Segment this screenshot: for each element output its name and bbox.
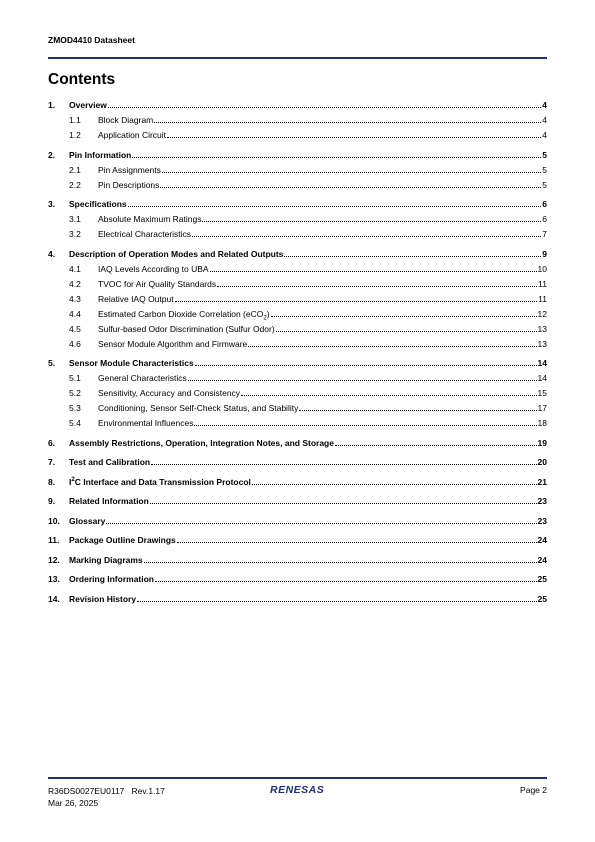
footer-date: Mar 26, 2025 [48, 798, 99, 808]
toc-section-entry[interactable] [48, 476, 547, 491]
toc-entry-number: 5.1 [69, 373, 81, 383]
toc-page-number: 7 [542, 229, 547, 239]
toc-page-number: 12 [537, 308, 547, 319]
toc-entry-number: 1.1 [69, 115, 81, 125]
footer-doc-id: R36DS0027EU0117 [48, 786, 125, 796]
toc-entry-number: 4.6 [69, 338, 81, 349]
toc-leader-dots [128, 198, 542, 207]
toc-subsection-entry[interactable] [48, 387, 547, 402]
toc-leader-dots [284, 248, 541, 257]
toc-leader-dots [194, 417, 536, 426]
toc-section-entry[interactable] [48, 573, 547, 588]
toc-page-number: 24 [537, 554, 547, 565]
toc-entry-number: 4.5 [69, 323, 81, 334]
toc-entry-title-text: Sensitivity, Accuracy and Consistency [98, 388, 241, 398]
toc-entry-title [98, 402, 298, 414]
toc-entry-title-text: Glossary [69, 515, 106, 526]
toc-subsection-entry[interactable] [48, 228, 547, 243]
toc-entry-number: 5. [48, 358, 56, 368]
toc-entry-title [69, 357, 194, 369]
toc-entry-number: 4.4 [69, 308, 81, 319]
toc-leader-dots [241, 387, 536, 396]
toc-entry-number: 3. [48, 199, 56, 209]
toc-section-entry[interactable] [48, 198, 547, 213]
toc-entry-title-text: Sensor Module Algorithm and Firmware [98, 338, 248, 349]
toc-subsection-entry[interactable] [48, 179, 547, 194]
toc-entry-title-text: Package Outline Drawings [69, 535, 176, 545]
toc-entry-title [98, 338, 247, 350]
toc-leader-dots [150, 495, 537, 504]
toc-leader-dots [192, 228, 541, 237]
toc-page-number: 21 [537, 476, 547, 487]
toc-entry-number: 8. [48, 476, 56, 487]
toc-section-entry[interactable] [48, 99, 547, 114]
toc-entry-title-text: Description of Operation Modes and Related Outputs [69, 248, 284, 259]
renesas-logo: RENESAS [270, 784, 325, 796]
toc-entry-title [69, 198, 127, 210]
toc-subsection-entry[interactable] [48, 164, 547, 179]
toc-leader-dots [217, 278, 537, 287]
toc-entry-title [98, 417, 193, 429]
toc-entry-title-text: Sensor Module Characteristics [69, 358, 194, 368]
toc-entry-title [69, 456, 150, 468]
toc-entry-title [69, 149, 131, 161]
toc-page-number: 6 [542, 199, 547, 209]
toc-subsection-entry[interactable] [48, 372, 547, 387]
toc-leader-dots [252, 476, 537, 485]
toc-entry-title-text: Pin Assignments [98, 164, 161, 175]
footer-page-number: Page 2 [520, 785, 547, 795]
toc-entry-title [98, 179, 159, 191]
toc-page-number: 23 [537, 496, 547, 506]
toc-entry-title-text: Block Diagram [98, 115, 154, 125]
toc-entry-number: 2. [48, 149, 56, 160]
toc-section-entry[interactable] [48, 149, 547, 164]
toc-section-entry[interactable] [48, 593, 547, 608]
toc-entry-number: 4.3 [69, 293, 81, 304]
toc-section-entry[interactable] [48, 515, 547, 530]
toc-section-entry[interactable] [48, 248, 547, 263]
toc-entry-title-text: C Interface and Data Transmission Protocol [74, 476, 251, 487]
toc-subsection-entry[interactable] [48, 293, 547, 308]
toc-entry-title-text: Conditioning, Sensor Self-Check Status, and Stability [98, 403, 299, 413]
toc-entry-title [98, 228, 191, 240]
toc-page-number: 20 [537, 457, 547, 467]
toc-entry-number: 2.1 [69, 164, 81, 175]
toc-section-entry[interactable] [48, 437, 547, 452]
toc-entry-title [98, 372, 187, 384]
toc-leader-dots [175, 293, 538, 302]
toc-entry-number: 12. [48, 554, 60, 565]
toc-leader-dots [155, 573, 537, 582]
toc-leader-dots [106, 515, 536, 524]
document-title: ZMOD4410 Datasheet [48, 35, 135, 45]
toc-page-number: 13 [537, 323, 547, 334]
toc-leader-dots [195, 357, 537, 366]
toc-page-number: 10 [537, 263, 547, 274]
header-rule [48, 57, 547, 59]
toc-entry-title-suffix: ) [266, 308, 270, 319]
toc-page-number: 13 [537, 338, 547, 349]
toc-entry-title-text: General Characteristics [98, 373, 187, 383]
toc-entry-number: 3.2 [69, 229, 81, 239]
toc-leader-dots [210, 263, 537, 272]
toc-page-number: 24 [537, 535, 547, 545]
toc-entry-title-text: Pin Descriptions [98, 179, 160, 190]
toc-leader-dots [271, 308, 537, 317]
toc-entry-number: 2.2 [69, 179, 81, 190]
toc-entry-number: 4. [48, 248, 56, 259]
toc-section-entry[interactable] [48, 456, 547, 471]
toc-section-entry[interactable] [48, 495, 547, 510]
toc-page-number: 11 [538, 278, 547, 289]
toc-entry-title [98, 278, 216, 290]
toc-entry-title-text: Test and Calibration [69, 457, 151, 467]
toc-subsection-entry[interactable] [48, 213, 547, 228]
toc-entry-number: 5.3 [69, 403, 81, 413]
toc-page-number: 11 [538, 293, 547, 304]
toc-entry-title-text: Overview [69, 100, 107, 110]
toc-leader-dots [299, 402, 536, 411]
toc-leader-dots [144, 554, 537, 563]
table-of-contents [48, 99, 547, 608]
toc-entry-superscript: 2 [71, 476, 75, 483]
toc-entry-number: 1.2 [69, 130, 81, 140]
toc-page-number: 18 [537, 418, 547, 428]
toc-entry-title-text: Estimated Carbon Dioxide Correlation (eCO [98, 308, 264, 319]
toc-entry-title [69, 437, 334, 449]
toc-entry-title-text: Environmental Influences [98, 418, 194, 428]
toc-entry-title-text: Marking Diagrams [69, 554, 143, 565]
toc-entry-title [98, 263, 209, 275]
toc-page-number: 4 [542, 100, 547, 110]
toc-entry-number: 11. [48, 535, 60, 545]
toc-entry-title [69, 476, 251, 488]
toc-entry-number: 5.4 [69, 418, 81, 428]
toc-subsection-entry[interactable] [48, 402, 547, 417]
contents-heading: Contents [48, 71, 116, 88]
toc-leader-dots [335, 437, 537, 446]
toc-entry-title [98, 323, 275, 335]
toc-entry-title-prefix: I [69, 476, 72, 487]
toc-leader-dots [160, 179, 541, 188]
toc-entry-title-text: Pin Information [69, 149, 132, 160]
toc-section-entry[interactable] [48, 554, 547, 569]
toc-leader-dots [108, 99, 541, 108]
toc-section-entry[interactable] [48, 357, 547, 372]
toc-entry-title [98, 213, 201, 225]
toc-page-number: 17 [537, 403, 547, 413]
toc-entry-number: 14. [48, 593, 60, 604]
toc-leader-dots [167, 129, 541, 138]
toc-page-number: 25 [537, 593, 547, 604]
toc-page-number: 25 [537, 574, 547, 584]
toc-entry-title [98, 308, 270, 320]
toc-page-number: 23 [537, 515, 547, 526]
toc-entry-title [69, 99, 107, 111]
toc-entry-number: 7. [48, 457, 56, 467]
toc-entry-number: 4.2 [69, 278, 81, 289]
toc-entry-number: 9. [48, 496, 56, 506]
toc-entry-title [69, 248, 283, 260]
toc-page-number: 4 [542, 115, 547, 125]
toc-entry-title [69, 495, 149, 507]
toc-entry-number: 6. [48, 437, 56, 448]
toc-page-number: 5 [542, 164, 547, 175]
toc-page-number: 19 [537, 437, 547, 448]
toc-entry-title [69, 554, 143, 566]
toc-subsection-entry[interactable] [48, 129, 547, 144]
toc-leader-dots [188, 372, 537, 381]
toc-entry-title-text: Ordering Information [69, 574, 154, 584]
footer-rule [48, 777, 547, 779]
toc-entry-title-text: IAQ Levels According to UBA [98, 263, 209, 274]
toc-entry-title [69, 573, 154, 585]
toc-entry-title [69, 593, 136, 605]
toc-subsection-entry[interactable] [48, 114, 547, 129]
toc-entry-title [98, 129, 166, 141]
toc-entry-title-text: Application Circuit [98, 130, 167, 140]
toc-entry-number: 1. [48, 100, 56, 110]
toc-entry-title-text: Relative IAQ Output [98, 293, 174, 304]
toc-page-number: 15 [537, 388, 547, 398]
toc-subsection-entry[interactable] [48, 278, 547, 293]
toc-page-number: 6 [542, 214, 547, 224]
toc-leader-dots [202, 213, 541, 222]
toc-page-number: 4 [542, 130, 547, 140]
toc-entry-title-text: Assembly Restrictions, Operation, Integration Notes, and Storage [69, 437, 334, 448]
toc-subsection-entry[interactable] [48, 417, 547, 432]
toc-section-entry[interactable] [48, 534, 547, 549]
toc-entry-number: 10. [48, 515, 60, 526]
toc-entry-title-text: Related Information [69, 496, 149, 506]
toc-entry-title [98, 114, 153, 126]
toc-page-number: 9 [542, 248, 547, 259]
toc-entry-title-text: Absolute Maximum Ratings [98, 214, 202, 224]
toc-entry-title-text: Sulfur-based Odor Discrimination (Sulfur Odor) [98, 323, 275, 334]
toc-entry-title [98, 387, 240, 399]
toc-leader-dots [154, 114, 541, 123]
footer-doc-info [48, 785, 165, 809]
toc-subsection-entry[interactable] [48, 263, 547, 278]
toc-leader-dots [137, 593, 536, 602]
toc-entry-title [69, 534, 176, 546]
toc-subsection-entry[interactable] [48, 338, 547, 353]
toc-entry-title [98, 164, 161, 176]
toc-entry-number: 13. [48, 574, 60, 584]
toc-entry-title [69, 515, 105, 527]
toc-page-number: 14 [537, 358, 547, 368]
toc-entry-number: 4.1 [69, 263, 81, 274]
toc-page-number: 14 [537, 373, 547, 383]
toc-entry-number: 5.2 [69, 388, 81, 398]
toc-entry-subscript: 2 [263, 315, 267, 322]
toc-leader-dots [151, 456, 536, 465]
toc-leader-dots [177, 534, 537, 543]
toc-subsection-entry[interactable] [48, 323, 547, 338]
toc-leader-dots [276, 323, 537, 332]
toc-entry-title-text: Revision History [69, 593, 137, 604]
toc-leader-dots [162, 164, 541, 173]
toc-entry-title [98, 293, 174, 305]
footer-revision: Rev.1.17 [131, 786, 165, 796]
toc-leader-dots [248, 338, 536, 347]
toc-entry-number: 3.1 [69, 214, 81, 224]
toc-leader-dots [132, 149, 541, 158]
toc-page-number: 5 [542, 149, 547, 160]
toc-entry-title-text: Electrical Characteristics [98, 229, 192, 239]
toc-entry-title-text: Specifications [69, 199, 127, 209]
toc-page-number: 5 [542, 179, 547, 190]
toc-subsection-entry[interactable] [48, 308, 547, 323]
toc-entry-title-text: TVOC for Air Quality Standards [98, 278, 217, 289]
